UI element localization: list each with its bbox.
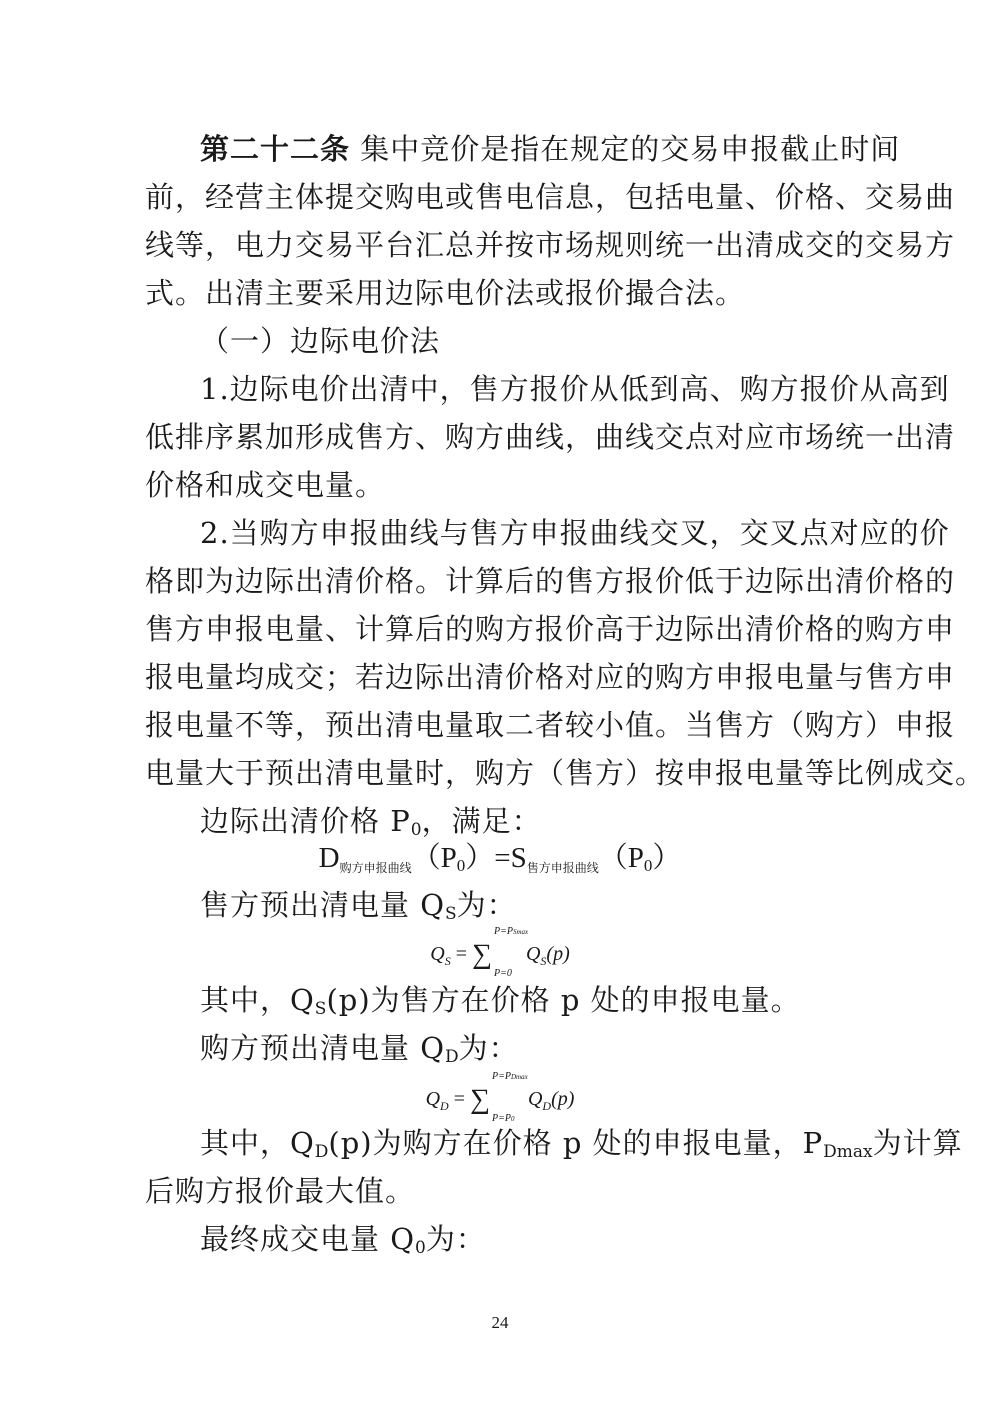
formula-seller-quantity: $Q_S$ = ∑ P=PSmax P=0 $Q_S(p)$: [430, 926, 570, 979]
paragraph-line: 格即为边际出清价格。计算后的售方报价低于边际出清价格的: [145, 564, 956, 598]
paragraph-line: 价格和成交电量。: [145, 468, 386, 502]
qd-note: 其中，$Q_D(p)$为购方在价格 p 处的申报电量，$P_{Dmax}$为计算: [200, 1126, 963, 1162]
paragraph-line: 线等，电力交易平台汇总并按市场规则统一出清成交的交易方: [145, 228, 956, 262]
q0-intro: 最终成交电量 $Q_0$为：: [200, 1222, 486, 1258]
paragraph-line: 报电量不等，预出清电量取二者较小值。当售方（购方）申报: [145, 708, 956, 742]
qd-note-cont: 后购方报价最大值。: [145, 1174, 416, 1208]
section-title: （一）边际电价法: [200, 324, 441, 358]
paragraph-line: 售方申报电量、计算后的购方报价高于边际出清价格的购方申: [145, 612, 956, 646]
article-heading: 第二十二条: [200, 132, 351, 166]
paragraph-line: 低排序累加形成售方、购方曲线，曲线交点对应市场统一出清: [145, 420, 956, 454]
page-number: 24: [491, 1313, 509, 1332]
qd-intro: 购方预出清电量 $Q_D$为：: [200, 1031, 519, 1067]
paragraph-line: 电量大于预出清电量时，购方（售方）按申报电量等比例成交。: [145, 756, 986, 790]
paragraph-line: 式。出清主要采用边际电价法或报价撮合法。: [145, 276, 746, 310]
qs-note: 其中，$Q_S(p)$为售方在价格 p 处的申报电量。: [200, 983, 801, 1019]
formula-clearing-price: D购方申报曲线$(P_0)=S$售方申报曲线$(P_0)$: [318, 842, 682, 875]
paragraph-line: 前，经营主体提交购电或售电信息，包括电量、价格、交易曲: [145, 180, 956, 214]
paragraph-line: 1.边际电价出清中，售方报价从低到高、购方报价从高到: [200, 372, 950, 406]
paragraph-line: 第二十二条 集中竞价是指在规定的交易申报截止时间: [200, 132, 901, 166]
p0-intro: 边际出清价格 $P_0$，满足：: [200, 804, 542, 840]
formula-buyer-quantity: $Q_D$ = ∑ P=PDmax P=P0 $Q_D(p)$: [425, 1071, 575, 1124]
paragraph-line: 报电量均成交；若边际出清价格对应的购方申报电量与售方申: [145, 660, 956, 694]
paragraph-line: 2.当购方申报曲线与售方申报曲线交叉，交叉点对应的价: [200, 516, 950, 550]
qs-intro: 售方预出清电量 $Q_S$为：: [200, 888, 517, 924]
